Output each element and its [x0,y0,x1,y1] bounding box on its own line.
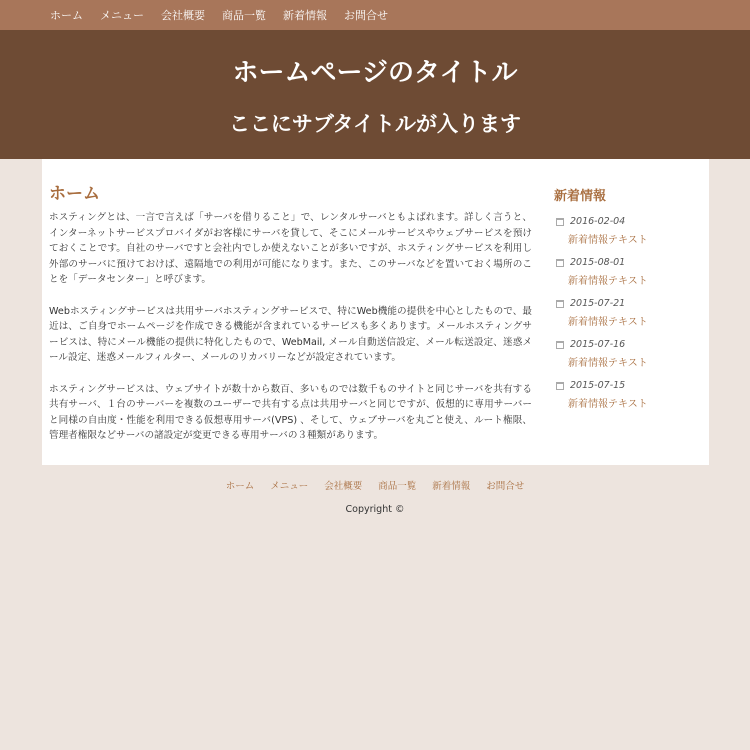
page-heading: ホーム [49,184,100,204]
sidebar-heading: 新着情報 [554,189,607,204]
news-date: 2015-07-21 [570,298,626,309]
top-nav [0,0,750,30]
footer-nav-menu[interactable]: メニュー [270,481,309,492]
site-title: ホームページのタイトル [232,58,518,88]
news-sidebar [554,185,704,420]
news-link[interactable]: 新着情報テキスト [568,358,648,369]
footer-nav-products[interactable]: 商品一覧 [378,481,417,492]
news-item [554,297,704,328]
calendar-icon [556,300,564,308]
news-item [554,215,704,246]
site-subtitle: ここにサブタイトルが入ります [228,112,522,136]
main-article [49,179,532,460]
news-link[interactable]: 新着情報テキスト [568,276,648,287]
article-paragraph: Webホスティングサービスは共用サーバホスティングサービスで、特にWeb機能の提供を中心としたもので、最近は、ご自身でホームページを作成できる機能が含まれているサービスも多くあります。メールホスティングサービスは、特にメール機能の提供に特化したもので、WebMail, メール自動送信設定、メール転送設定、迷惑メール設定、迷惑メールフィルター、メールのリカバリーなどが設定されています。 [49,305,532,364]
hero-banner [0,30,750,159]
news-date: 2015-07-15 [570,380,626,391]
footer-nav [0,478,750,492]
news-link[interactable]: 新着情報テキスト [568,317,648,328]
news-item [554,256,704,287]
copyright: Copyright © [345,504,405,515]
calendar-icon [556,341,564,349]
calendar-icon [556,259,564,267]
news-link[interactable]: 新着情報テキスト [568,399,648,410]
top-nav-products[interactable]: 商品一覧 [222,9,266,22]
news-link[interactable]: 新着情報テキスト [568,235,648,246]
news-item [554,338,704,369]
footer-nav-company[interactable]: 会社概要 [324,481,363,492]
top-nav-contact[interactable]: お問合せ [344,9,388,22]
news-date: 2016-02-04 [570,216,626,227]
article-paragraph: ホスティングとは、一言で言えば「サーバを借りること」で、レンタルサーバともよばれます。詳しく言うと、インターネットサービスプロバイダがお客様にサーバを貸して、そこにメールサービスやウェブサービスを預けておくことです。自社のサーバですと会社内でしか使えないことが多いですが、ホスティングサービスを利用し外部のサーバに預けておけば、遠隔地での利用が可能になります。また、このサーバなどを置いておく場所のことを「データセンター」と呼びます。 [49,212,532,286]
news-item [554,379,704,410]
footer-nav-home[interactable]: ホーム [225,481,255,492]
article-paragraph: ホスティングサービスは、ウェブサイトが数十から数百、多いものでは数千ものサイトと同じサーバを共有する共有サーバ、１台のサーバーを複数のユーザーで共有する点は共用サーバと同じですが、仮想的に専用サーバーと同様の自由度・性能を利用できる仮想専用サーバ(VPS) 、そして、ウェブサーバを丸ごと使え、ルート権限、管理者権限などサーバの諸設定が変更できる専用サーバの３種類があります。 [49,383,532,442]
top-nav-home[interactable]: ホーム [50,9,83,22]
calendar-icon [556,218,564,226]
top-nav-news[interactable]: 新着情報 [283,9,327,22]
top-nav-menu[interactable]: メニュー [100,9,144,22]
footer-nav-news[interactable]: 新着情報 [432,481,471,492]
footer-nav-contact[interactable]: お問合せ [486,481,525,492]
top-nav-company[interactable]: 会社概要 [161,9,205,22]
news-date: 2015-07-16 [570,339,626,350]
news-date: 2015-08-01 [570,257,626,268]
content-area [42,159,709,465]
calendar-icon [556,382,564,390]
